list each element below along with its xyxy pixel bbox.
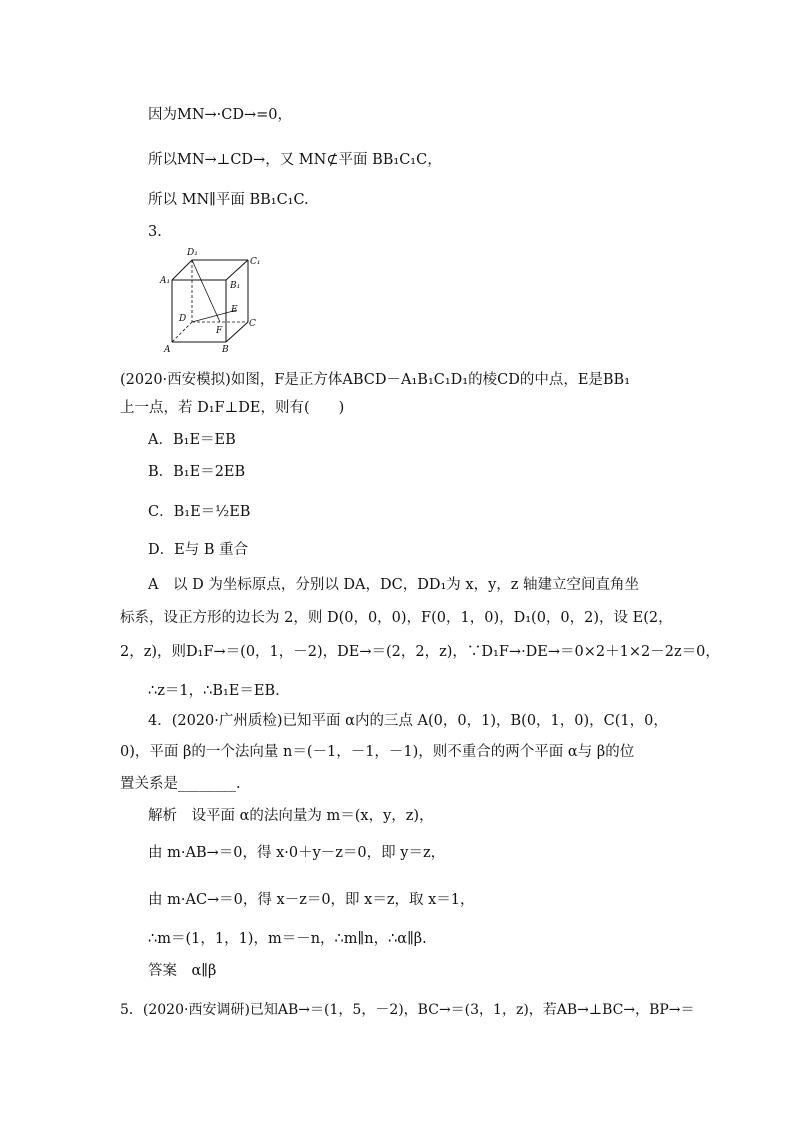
question-number: 3. xyxy=(148,224,162,240)
text-line: 因为MN→·CD→=0， xyxy=(148,107,293,123)
vertex-label: C₁ xyxy=(250,257,261,267)
vertex-label: C xyxy=(249,319,256,329)
cube-figure xyxy=(152,240,272,360)
option-d: D．E与 B 重合 xyxy=(148,542,249,558)
problem-text: 0)，平面 β的一个法向量 n＝(－1，－1，－1)，则不重合的两个平面 α与 β的位 xyxy=(120,744,635,760)
problem-text: (2020·西安模拟)如图，F是正方体ABCD－A₁B₁C₁D₁的棱CD的中点，E是BB₁ xyxy=(120,372,631,388)
problem-text: 4．(2020·广州质检)已知平面 α内的三点 A(0，0，1)，B(0，1，0)，C(1，0， xyxy=(148,713,668,729)
answer-text: 答案 α∥β xyxy=(148,963,217,979)
analysis-text: 解析 设平面 α的法向量为 m＝(x，y，z)， xyxy=(148,808,434,824)
text-line: 所以 MN∥平面 BB₁C₁C. xyxy=(148,192,309,208)
problem-text: 5．(2020·西安调研)已知AB→＝(1，5，－2)，BC→＝(3，1，z)，若AB→⊥BC→，BP→＝ xyxy=(120,1002,695,1018)
segment-d1f xyxy=(192,260,220,322)
problem-text: 上一点，若 D₁F⊥DE，则有( ) xyxy=(120,400,345,416)
solution-text: ∴z＝1，∴B₁E＝EB. xyxy=(148,683,280,699)
text-line: 所以MN→⊥CD→，又 MN⊄平面 BB₁C₁C， xyxy=(148,152,442,168)
vertex-label: B xyxy=(222,345,229,355)
vertex-label: A₁ xyxy=(160,276,171,286)
problem-text: 置关系是________. xyxy=(120,776,241,792)
analysis-text: ∴m＝(1，1，1)，m＝－n，∴m∥n，∴α∥β. xyxy=(148,931,427,947)
option-b: B．B₁E＝2EB xyxy=(148,464,246,480)
vertex-label: D xyxy=(179,314,187,324)
cube-edge xyxy=(226,260,248,280)
option-a: A．B₁E＝EB xyxy=(148,432,236,448)
solution-text: A 以 D 为坐标原点，分别以 DA，DC，DD₁为 x，y，z 轴建立空间直角坐 xyxy=(148,577,640,593)
analysis-text: 由 m·AC→＝0，得 x－z＝0，即 x＝z，取 x＝1， xyxy=(148,892,475,908)
vertex-label: A xyxy=(164,345,171,355)
hidden-edge xyxy=(172,322,192,342)
vertex-label: D₁ xyxy=(187,248,198,258)
analysis-text: 由 m·AB→＝0，得 x·0＋y－z＝0，即 y＝z， xyxy=(148,845,446,861)
option-c: C．B₁E＝½EB xyxy=(148,504,251,520)
cube-edge xyxy=(226,322,248,342)
vertex-label: E xyxy=(231,305,238,315)
vertex-label: B₁ xyxy=(230,281,241,291)
solution-text: 标系，设正方形的边长为 2，则 D(0，0，0)，F(0，1，0)，D₁(0，0，2)，设 E(2， xyxy=(120,610,673,626)
cube-edge xyxy=(172,260,192,280)
solution-text: 2，z)，则D₁F→＝(0，1，－2)，DE→＝(2，2，z)，∵D₁F→·DE→＝0×2＋1×2－2z＝0， xyxy=(120,644,720,660)
vertex-label: F xyxy=(216,326,223,336)
